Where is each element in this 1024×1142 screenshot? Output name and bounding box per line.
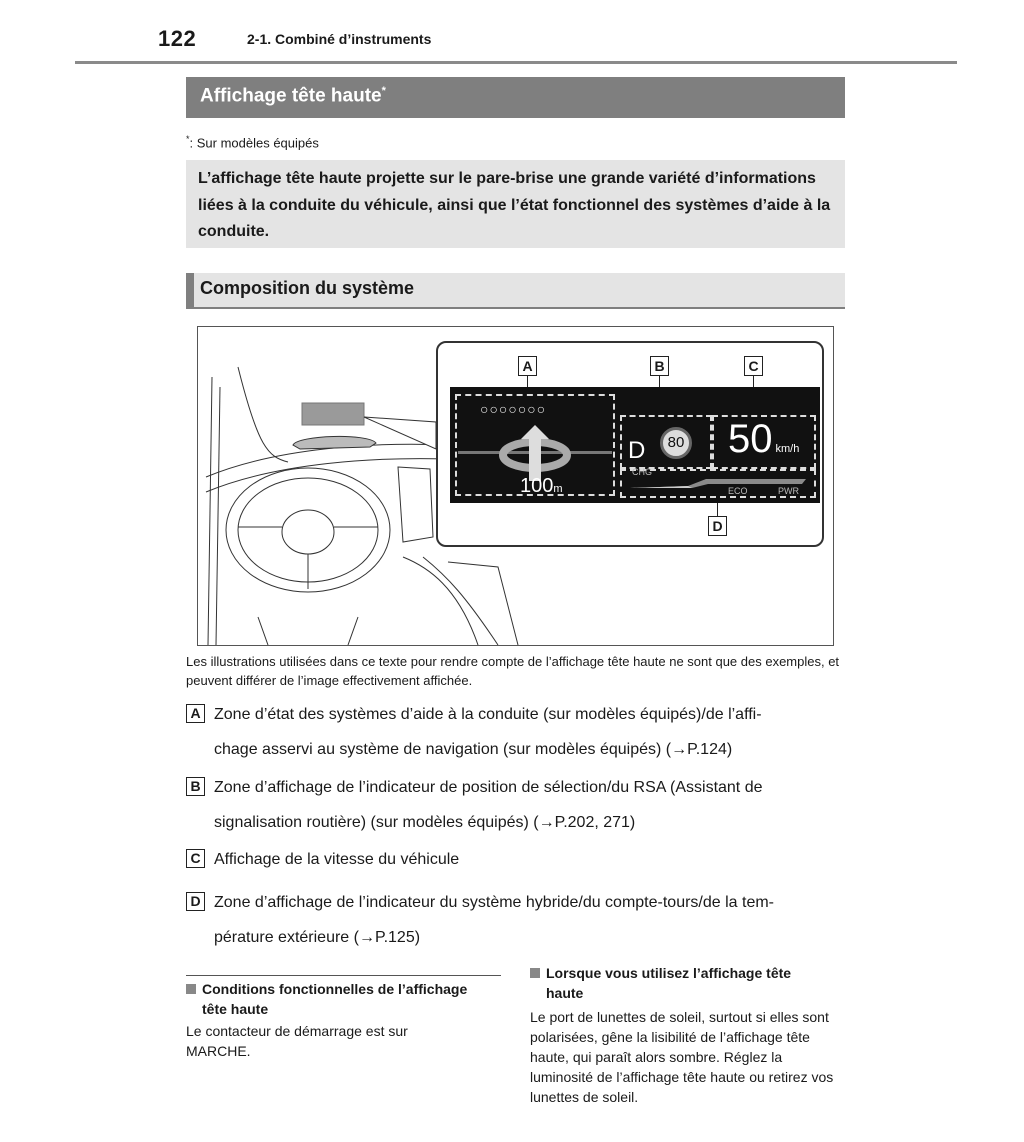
right-heading-line1: Lorsque vous utilisez l’affichage tête [546, 965, 792, 981]
right-column [530, 963, 850, 1107]
callout-a: A [518, 356, 537, 376]
legend-label-d: D [186, 892, 205, 911]
gauge-label-pwr: PWR [778, 486, 799, 496]
section-heading: Composition du système [200, 278, 415, 298]
left-column-body: Le contacteur de démarrage est sur MARCHE. [186, 1023, 408, 1059]
speed-limit-value: 80 [667, 434, 685, 451]
legend-text-a-line2: chage asservi au système de navigation (sur modèles équipés) (→P.124) [214, 741, 733, 758]
hud-unit [293, 436, 376, 449]
footnote [186, 134, 319, 150]
legend-item-c [186, 842, 846, 877]
legend-item-d [186, 885, 846, 955]
right-column-body: Le port de lunettes de soleil, surtout si elles sont polarisées, gêne la lisibilité de l’affichage tête haute, qui paraît alors sombre. Réglez la luminosité de l’affichage tête haute ou retirez vos lunettes de soleil. [530, 1009, 834, 1105]
gauge-label-chg: CHG [632, 467, 652, 477]
legend-text-a-line1: Zone d’état des systèmes d’aide à la conduite (sur modèles équipés)/de l’affi- [214, 706, 762, 723]
page-title [200, 85, 386, 107]
column-lines [258, 617, 358, 645]
intro-text: L’affichage tête haute projette sur le pare-brise une grande variété d’informations liées à la conduite du véhicule, ainsi que l’état fonctionnel des systèmes d’aide à la conduite. [198, 170, 831, 240]
hud-callout-panel [436, 341, 824, 547]
title-footnote-mark: * [381, 85, 386, 97]
right-column-heading [530, 963, 850, 1003]
left-column [186, 979, 506, 1061]
steering-hub [282, 510, 334, 554]
legend-text-b-line2: signalisation routière) (sur modèles équipés) (→P.202, 271) [214, 814, 636, 831]
windshield-edge [238, 367, 288, 462]
callout-d: D [708, 516, 727, 536]
callout-c: C [744, 356, 763, 376]
nav-dots: ○○○○○○○ [480, 401, 547, 417]
a-pillar-line [208, 377, 212, 645]
legend-text-d-line2: pérature extérieure (→P.125) [214, 929, 421, 946]
hud-display [450, 387, 820, 503]
section-heading-bar [186, 273, 845, 309]
speed-limit-sign [660, 427, 692, 459]
speed-unit: km/h [775, 443, 800, 455]
right-heading-line2: haute [546, 985, 584, 1001]
legend-label-b: B [186, 777, 205, 796]
page-title-text: Affichage tête haute [200, 85, 382, 107]
legend-item-a [186, 697, 846, 767]
speed-value: 50 [728, 417, 773, 461]
square-bullet-icon [186, 984, 196, 994]
title-bar [186, 77, 845, 118]
distance-readout [520, 475, 563, 498]
left-column-heading [186, 979, 506, 1019]
legend-text-d-line1: Zone d’affichage de l’indicateur du système hybride/du compte-tours/de la tem- [214, 894, 775, 911]
legend-text-b-line1: Zone d’affichage de l’indicateur de position de sélection/du RSA (Assistant de [214, 779, 763, 796]
page-number: 122 [158, 26, 197, 51]
speed-readout [728, 417, 799, 462]
legend-label-a: A [186, 704, 205, 723]
distance-value: 100 [520, 475, 554, 497]
a-pillar-line-2 [216, 387, 220, 645]
left-heading-line2: tête haute [202, 1001, 269, 1017]
gauge-label-eco: ECO [728, 486, 748, 496]
section-marker [186, 273, 194, 307]
intro-box [186, 160, 845, 248]
footnote-mark: * [186, 134, 190, 144]
distance-unit: m [553, 483, 563, 495]
legend-text-c-line1: Affichage de la vitesse du véhicule [214, 851, 460, 868]
figure-caption: Les illustrations utilisées dans ce texte pour rendre compte de l’affichage tête haute ne sont que des exemples, et peuvent différer de l’image effectivement affichée. [186, 654, 840, 688]
center-screen [398, 467, 433, 542]
console-line-2 [423, 557, 498, 645]
header-rule [75, 61, 957, 64]
legend-item-b [186, 770, 846, 840]
legend-label-c: C [186, 849, 205, 868]
square-bullet-icon [530, 968, 540, 978]
running-header: 2-1. Combiné d’instruments [247, 31, 432, 47]
turn-arrow-icon [495, 423, 575, 483]
callout-b: B [650, 356, 669, 376]
system-illustration [197, 326, 834, 646]
gear-indicator: D [628, 437, 646, 464]
left-column-rule [186, 975, 501, 976]
left-heading-line1: Conditions fonctionnelles de l’affichage [202, 981, 468, 997]
hud-projection-rect [302, 403, 364, 425]
footnote-text: : Sur modèles équipés [189, 135, 319, 151]
